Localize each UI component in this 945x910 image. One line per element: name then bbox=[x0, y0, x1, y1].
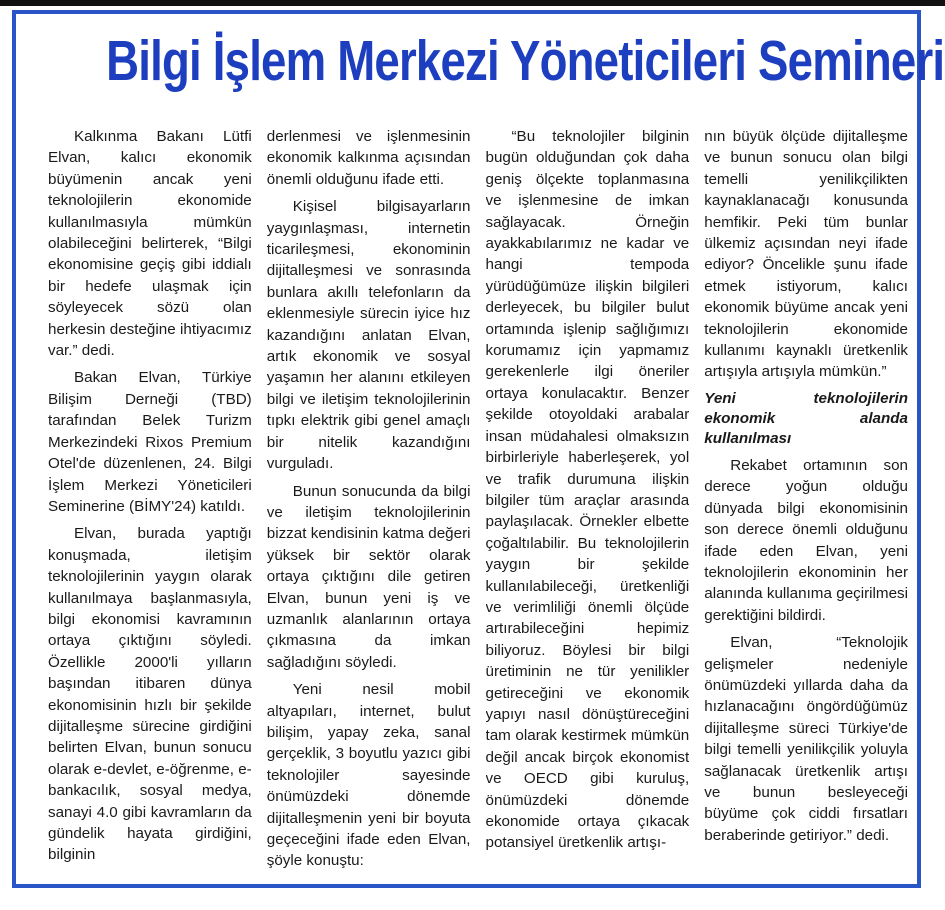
paragraph: Elvan, burada yaptığı konuşmada, iletişim teknolojilerinin yaygın olarak kullanılmaya başlanmasıyla, bilgi ekonomisi kavramının ortaya çıktığını söyledi. Özellikle 2000'li yılların başından itibaren dünya ekonomisinin hızlı bir şekilde dijitalleşme sürecine girdiğini belirten Elvan, bunun sonucu olarak e-devlet, e-öğrenme, e-bankacılık, sosyal medya, sanayi 4.0 gibi kavramların da gündelik hayata girdiğini, bilginin bbox=[48, 525, 252, 864]
paragraph: Bunun sonucunda da bilgi ve iletişim teknolojilerinin bizzat kendisinin katma değeri yüksek bir sektör olarak ortaya çıktığını dile getiren Elvan, bunun yeni iş ve uzmanlık alanlarının ortaya çıkmasına da imkan sağladığını söyledi. bbox=[266, 482, 471, 671]
paragraph: Kalkınma Bakanı Lütfi Elvan, kalıcı ekonomik büyümenin ancak yeni teknolojilerin ekonomide kullanılmasıyla mümkün olabileceğini belirterek, “Bilgi ekonomisine geçiş gibi iddialı bir hedefe ulaşmak için söyleyecek sözü olan herkesin desteğine ihtiyacımız var.” dedi. bbox=[48, 128, 252, 360]
column-3 bbox=[486, 126, 690, 886]
article-body bbox=[48, 126, 908, 886]
article-headline: Bilgi İşlem Merkezi Yöneticileri Semineri bbox=[106, 29, 945, 93]
paragraph: Bakan Elvan, Türkiye Bilişim Derneği (TBD) tarafından Belek Turizm Merkezindeki Rixos Premium Otel'de düzenlenen, 24. Bilgi İşlem Merkezi Yöneticileri Seminerine (BİMY'24) katıldı. bbox=[48, 369, 252, 515]
paragraph: derlenmesi ve işlenmesinin ekonomik kalkınma açısından önemli olduğunu ifade etti. bbox=[266, 128, 471, 188]
subheading: Yeni teknolojilerin ekonomik alanda kullanılması bbox=[704, 389, 908, 447]
paragraph: “Bu teknolojiler bilginin bugün olduğundan çok daha geniş ölçekte toplanmasına ve işlenmesine de imkan sağlayacak. Örneğin ayakkabılarımız ne kadar ve hangi tempoda yürüdüğümüze ilişkin bilgileri derleyecek, bu bilgiler bulut ortamında işlenip sağlığımızı korumamız için yapmamız gerekenlerle ilgi öneriler ortaya konulacaktır. Benzer şekilde otoyoldaki arabalar insan müdahalesi olmaksızın birbirleriyle haberleşerek, yol ve trafik durumuna ilişkin bilgiler tüm araçlar arasında paylaşılacak. Örnekler elbette çoğaltılabilir. Bu teknolojilerin yaygın bir şekilde kullanılabileceği, üretkenliği ve verimliliği önemli ölçüde artırabileceğini hepimiz biliyoruz. Böylesi bir bilgi üretiminin ne tür yenilikler getireceğini ve ekonomik yapıyı nasıl dönüştüreceğini tam olarak kestirmek mümkün değil ancak birçok ekonomist ve OECD gibi kuruluş, önümüzdeki dönemde ekonomide ortaya çıkacak potansiyel üretkenlik artışı- bbox=[485, 128, 690, 852]
top-edge-bar bbox=[0, 0, 945, 6]
paragraph: Elvan, “Teknolojik gelişmeler nedeniyle önümüzdeki yıllarda daha da hızlanacağını öngördüğümüz dijitalleşme süreci Türkiye'de bilgi temelli yenilikçilik yoluyla sağlanacak üretkenlik artışı ve bunun besleyeceği büyüme çok ciddi fırsatları beraberinde getiriyor.” dedi. bbox=[704, 634, 908, 844]
column-4 bbox=[704, 126, 908, 886]
paragraph: nın büyük ölçüde dijitalleşme ve bunun sonucu olan bilgi temelli yenilikçilikten kaynaklanacağı konusunda hemfikir. Peki tüm bunlar ülkemiz açısından neyi ifade ediyor? Öncelikle şunu ifade etmek istiyorum, kalıcı ekonomik büyüme ancak yeni teknolojilerin ekonomide kullanımı kaynaklı üretkenlik artışıyla artışıyla mümkün.” bbox=[704, 128, 908, 381]
column-1 bbox=[48, 126, 252, 886]
paragraph: Rekabet ortamının son derece yoğun olduğu dünyada bilgi ekonomisinin son derece önemli olduğunu ifade eden Elvan, yeni teknolojilerin ekonominin her alanında kullanıma geçirilmesi gerektiğini bildirdi. bbox=[704, 456, 908, 624]
column-2 bbox=[267, 126, 471, 886]
article-frame bbox=[12, 10, 945, 888]
paragraph: Yeni nesil mobil altyapıları, internet, bulut bilişim, yapay zeka, sanal gerçeklik, 3 boyutlu yazıcı gibi teknolojiler sayesinde önümüzdeki dönemde dijitalleşmenin yeni bir boyuta geçeceğini ifade eden Elvan, şöyle konuştu: bbox=[266, 681, 471, 870]
paragraph: Kişisel bilgisayarların yaygınlaşması, internetin ticarileşmesi, ekonominin dijitalleşmesi ve sonrasında bunlara akıllı telefonların da eklenmesiyle sürecin iyice hız kazandığını anlatan Elvan, artık ekonomik ve sosyal yaşamın her alanını etkileyen bilgi ve iletişim teknolojilerinin tıpkı elektrik gibi genel amaçlı bir nitelik kazandığını vurguladı. bbox=[266, 198, 471, 473]
